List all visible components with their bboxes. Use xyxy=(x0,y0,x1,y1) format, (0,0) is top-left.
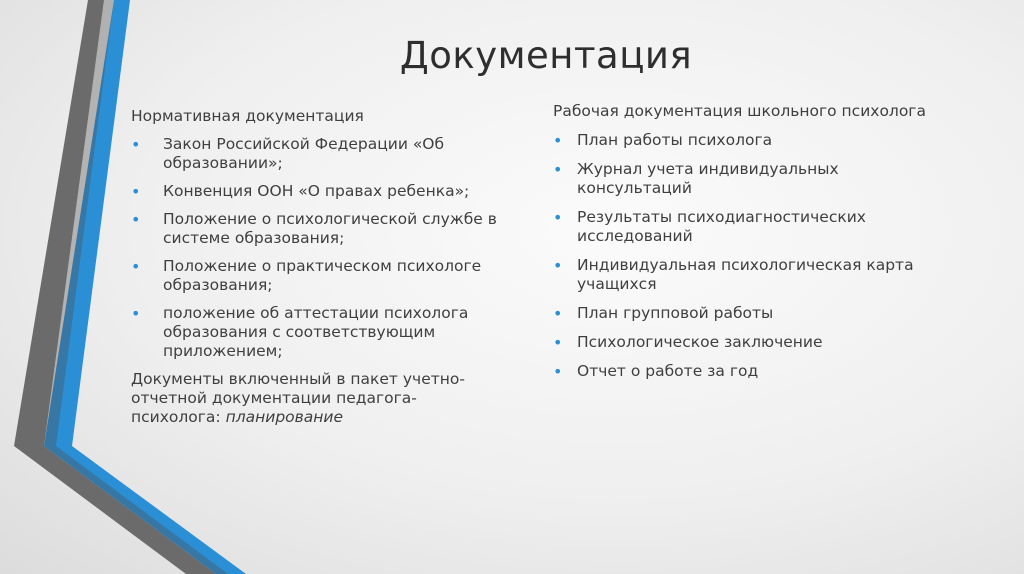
bullet-icon: • xyxy=(131,304,141,323)
bullet-icon: • xyxy=(553,304,563,323)
list-item xyxy=(553,131,953,150)
list-item xyxy=(553,362,953,381)
left-column xyxy=(131,107,506,427)
bullet-icon: • xyxy=(553,362,563,381)
package-note-text: Документы включенный в пакет учетно-отчетной документации педагога-психолога: xyxy=(131,370,465,426)
list-item xyxy=(553,208,953,246)
list-item-text: положение об аттестации психолога образования с соответствующим приложением; xyxy=(163,304,469,360)
bullet-icon: • xyxy=(553,208,563,227)
working-docs-list xyxy=(553,131,953,381)
list-item-text: Положение о психологической службе в системе образования; xyxy=(163,210,497,247)
list-item-text: Результаты психодиагностических исследований xyxy=(577,208,866,245)
list-item xyxy=(553,304,953,323)
list-item-text: Положение о практическом психологе образования; xyxy=(163,257,482,294)
package-note-italic: планирование xyxy=(225,408,344,426)
package-note xyxy=(131,370,506,427)
list-item xyxy=(131,304,506,361)
list-item-text: Отчет о работе за год xyxy=(577,362,759,380)
list-item xyxy=(131,135,506,173)
bullet-icon: • xyxy=(131,182,141,201)
list-item-text: Закон Российской Федерации «Об образовании»; xyxy=(163,135,445,172)
bullet-icon: • xyxy=(553,160,563,179)
list-item-text: Конвенция ООН «О правах ребенка»; xyxy=(163,182,470,200)
normative-docs-list xyxy=(131,135,506,361)
bullet-icon: • xyxy=(553,256,563,275)
list-item-text: Индивидуальная психологическая карта учащихся xyxy=(577,256,914,293)
list-item xyxy=(553,333,953,352)
bullet-icon: • xyxy=(553,131,563,150)
left-column-heading: Нормативная документация xyxy=(131,107,364,125)
bullet-icon: • xyxy=(131,135,141,154)
list-item-text: Психологическое заключение xyxy=(577,333,823,351)
slide-title: Документация xyxy=(399,34,693,77)
list-item-text: Журнал учета индивидуальных консультаций xyxy=(577,160,839,197)
right-column xyxy=(553,102,953,381)
list-item xyxy=(553,256,953,294)
list-item xyxy=(131,257,506,295)
bullet-icon: • xyxy=(131,257,141,276)
list-item xyxy=(131,210,506,248)
list-item xyxy=(553,160,953,198)
list-item-text: План групповой работы xyxy=(577,304,774,322)
list-item xyxy=(131,182,506,201)
bullet-icon: • xyxy=(553,333,563,352)
bullet-icon: • xyxy=(131,210,141,229)
right-column-heading: Рабочая документация школьного психолога xyxy=(553,102,926,120)
list-item-text: План работы психолога xyxy=(577,131,773,149)
